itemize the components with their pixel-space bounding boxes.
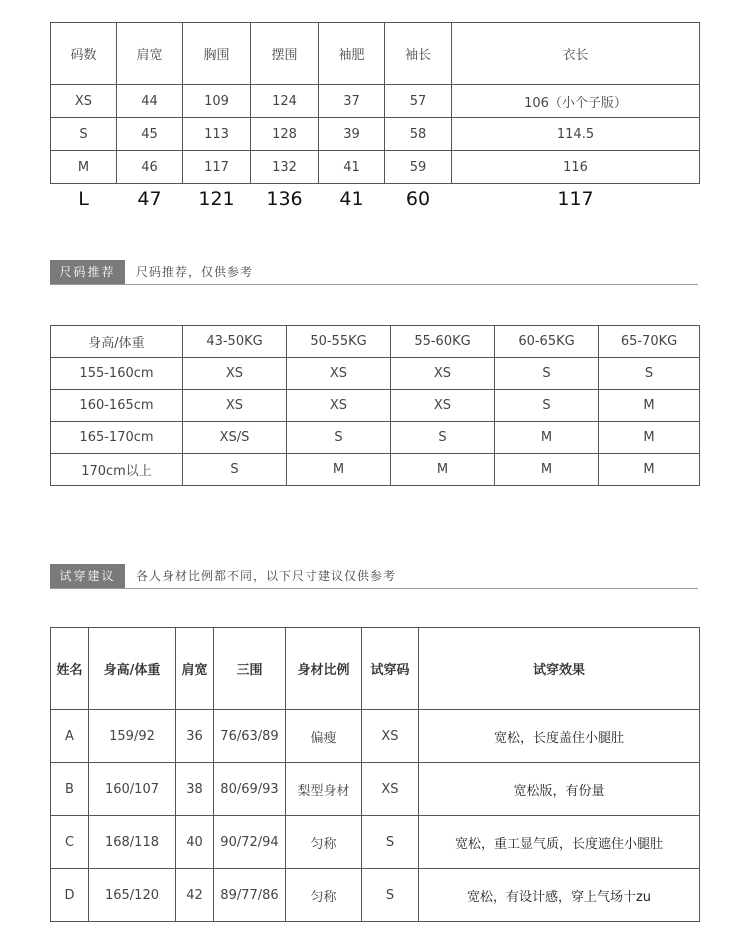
table-cell: 46 (117, 151, 183, 184)
table-cell: 89/77/86 (214, 869, 286, 922)
table-cell: M (599, 422, 700, 454)
header-cell: 三围 (214, 628, 286, 710)
header-cell: 身高/体重 (51, 326, 183, 358)
table-cell: 80/69/93 (214, 763, 286, 816)
table-cell: XS (391, 390, 495, 422)
table-cell: 109 (183, 85, 251, 118)
table-cell: 42 (176, 869, 214, 922)
table-cell: 47 (137, 188, 162, 210)
table-cell: 宽松，长度盖住小腿肚 (419, 710, 700, 763)
table-cell: S (599, 358, 700, 390)
table-cell: S (495, 358, 599, 390)
header-cell: 肩宽 (176, 628, 214, 710)
table-cell: D (51, 869, 89, 922)
table-cell: 155-160cm (51, 358, 183, 390)
table-cell: 113 (183, 118, 251, 151)
table-cell: XS (287, 358, 391, 390)
table-cell: 159/92 (89, 710, 176, 763)
header-cell: 试穿效果 (419, 628, 700, 710)
table-cell: 160/107 (89, 763, 176, 816)
table-cell: 偏瘦 (286, 710, 362, 763)
header-cell: 试穿码 (362, 628, 419, 710)
table-cell: C (51, 816, 89, 869)
table-cell: XS (391, 358, 495, 390)
table-cell: 124 (251, 85, 319, 118)
table-cell: 匀称 (286, 816, 362, 869)
header-cell: 肩宽 (117, 23, 183, 85)
table-cell: M (599, 454, 700, 486)
table-cell: 132 (251, 151, 319, 184)
table-cell: 106（小个子版） (452, 85, 700, 118)
table-cell: XS (183, 358, 287, 390)
header-cell: 55-60KG (391, 326, 495, 358)
table-cell: S (183, 454, 287, 486)
table-cell: 57 (385, 85, 452, 118)
table-cell: 匀称 (286, 869, 362, 922)
table-cell: 165/120 (89, 869, 176, 922)
header-cell: 60-65KG (495, 326, 599, 358)
table-cell: S (495, 390, 599, 422)
section-tag: 尺码推荐 (50, 260, 125, 284)
table-cell: M (287, 454, 391, 486)
table-row (51, 85, 700, 118)
section-size-recommend (50, 260, 698, 285)
table-cell: 76/63/89 (214, 710, 286, 763)
table-cell: 40 (176, 816, 214, 869)
table-cell: 59 (385, 151, 452, 184)
header-cell: 身材比例 (286, 628, 362, 710)
table-cell: 45 (117, 118, 183, 151)
table-cell: 36 (176, 710, 214, 763)
table-cell: XS (362, 710, 419, 763)
table-row (51, 422, 700, 454)
table-cell: S (287, 422, 391, 454)
header-cell: 50-55KG (287, 326, 391, 358)
header-cell: 袖长 (385, 23, 452, 85)
try-on-table (50, 627, 700, 922)
section-desc: 尺码推荐，仅供参考 (136, 265, 254, 279)
table-cell: 41 (339, 188, 364, 210)
table-cell: 116 (452, 151, 700, 184)
table-cell: 121 (198, 188, 235, 210)
table-row (51, 454, 700, 486)
header-cell: 身高/体重 (89, 628, 176, 710)
table-cell: 宽松，重工显气质，长度遮住小腿肚 (419, 816, 700, 869)
table-cell: 160-165cm (51, 390, 183, 422)
table-cell: 宽松版，有份量 (419, 763, 700, 816)
table-cell: M (495, 422, 599, 454)
table-cell: B (51, 763, 89, 816)
header-cell: 43-50KG (183, 326, 287, 358)
table-cell: 117 (183, 151, 251, 184)
table-cell: S (51, 118, 117, 151)
table-cell: M (599, 390, 700, 422)
header-cell: 姓名 (51, 628, 89, 710)
header-cell: 65-70KG (599, 326, 700, 358)
table-cell: M (495, 454, 599, 486)
table-cell: 128 (251, 118, 319, 151)
header-cell: 摆围 (251, 23, 319, 85)
table-cell: A (51, 710, 89, 763)
table-cell: 170cm以上 (51, 454, 183, 486)
table-cell: 38 (176, 763, 214, 816)
table-cell: XS (51, 85, 117, 118)
table-cell: M (391, 454, 495, 486)
table-cell: 117 (557, 188, 594, 210)
table-cell: S (362, 816, 419, 869)
section-desc: 各人身材比例都不同，以下尺寸建议仅供参考 (136, 569, 397, 583)
section-try-on (50, 564, 698, 589)
table-row (51, 869, 700, 922)
table-row (51, 763, 700, 816)
table-cell: 宽松，有设计感，穿上气场十zu (419, 869, 700, 922)
header-cell: 码数 (51, 23, 117, 85)
size-recommend-table (50, 325, 700, 486)
table-cell: 44 (117, 85, 183, 118)
table-cell: 90/72/94 (214, 816, 286, 869)
table-cell: XS (362, 763, 419, 816)
table-row (51, 358, 700, 390)
header-cell: 衣长 (452, 23, 700, 85)
table-cell: 39 (319, 118, 385, 151)
table-cell: 58 (385, 118, 452, 151)
section-tag: 试穿建议 (50, 564, 125, 588)
table-row (51, 710, 700, 763)
table-cell: 梨型身材 (286, 763, 362, 816)
header-cell: 袖肥 (319, 23, 385, 85)
size-chart-header-row (51, 23, 700, 85)
header-cell: 胸围 (183, 23, 251, 85)
size-chart-table (50, 22, 700, 214)
table-cell: 165-170cm (51, 422, 183, 454)
table-cell: XS (287, 390, 391, 422)
table-cell: 136 (266, 188, 303, 210)
table-row (51, 118, 700, 151)
table-cell: 41 (319, 151, 385, 184)
table-cell: XS/S (183, 422, 287, 454)
table-cell: L (78, 188, 89, 210)
table-cell: 168/118 (89, 816, 176, 869)
table-cell: M (51, 151, 117, 184)
recommend-header-row (51, 326, 700, 358)
table-cell: 114.5 (452, 118, 700, 151)
table-cell: S (391, 422, 495, 454)
table-row (51, 151, 700, 184)
size-l-row (51, 184, 700, 215)
table-cell: 37 (319, 85, 385, 118)
table-cell: 60 (405, 188, 431, 210)
table-cell: XS (183, 390, 287, 422)
table-row (51, 816, 700, 869)
table-cell: S (362, 869, 419, 922)
try-on-header-row (51, 628, 700, 710)
table-row (51, 390, 700, 422)
